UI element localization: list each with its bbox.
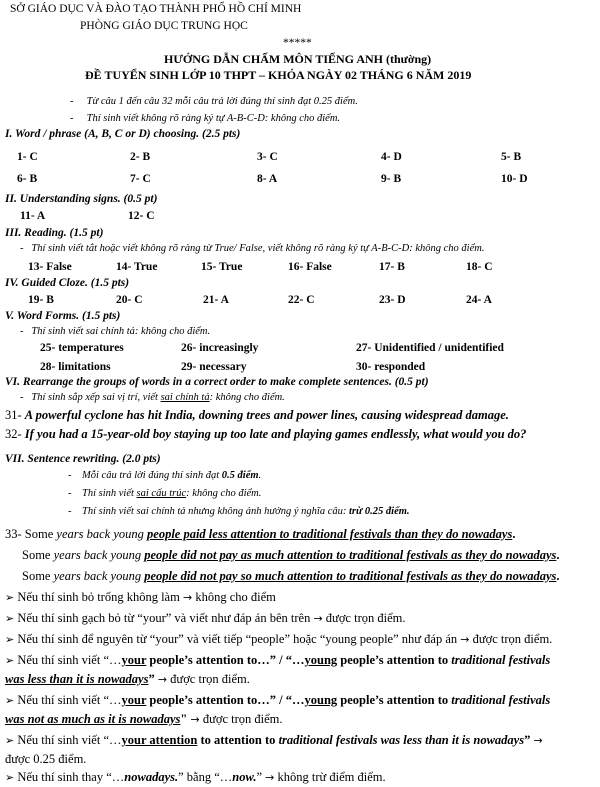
answer-32-number: 32-	[5, 427, 25, 441]
answer-31-number: 31-	[5, 408, 25, 422]
answer-5: 5- B	[501, 151, 522, 163]
arrow-bullet-icon: ➢	[5, 591, 15, 604]
bullet-5-e: was not as much as it is nowadays	[5, 712, 181, 726]
bullet-5-young: young	[304, 693, 338, 707]
bullet-5-your: your	[121, 693, 147, 707]
bullet-7	[5, 770, 386, 785]
bullet-5-line-2	[5, 712, 283, 727]
section-7-note-3-a: Thí sinh viết sai chính tả nhưng không ảnh hưởng ý nghĩa câu:	[82, 506, 349, 517]
bullet-1-text: Nếu thí sinh bỏ trống không làm	[17, 590, 183, 604]
answer-24: 24- A	[466, 294, 492, 306]
bullet-7-b: nowadays.	[124, 770, 179, 784]
answer-15: 15- True	[201, 261, 243, 273]
answer-31	[5, 408, 509, 423]
section-7-note-2-b: : không cho điểm.	[186, 488, 262, 499]
answer-2: 2- B	[130, 151, 151, 163]
bullet-5-f: "	[180, 712, 191, 726]
answer-14: 14- True	[116, 261, 158, 273]
answer-33-lead: Some	[24, 527, 57, 541]
answer-9: 9- B	[381, 173, 402, 185]
section-5-title: V. Word Forms. (1.5 pts)	[5, 310, 121, 322]
bullet-6-underlined: your attention	[121, 733, 198, 747]
section-3-note: - Thí sinh viết tắt hoặc viết không rõ ràng từ True/ False, viết không rõ ràng ký tự A-B-C-D: không cho điểm.	[20, 243, 485, 254]
office-name: PHÒNG GIÁO DỤC TRUNG HỌC	[80, 20, 248, 32]
section-6-note-a: Thí sinh sắp xếp sai vị trí, viết	[31, 392, 161, 403]
answer-1: 1- C	[17, 151, 38, 163]
section-7-note-3-b: trừ 0.25 điểm.	[349, 506, 410, 517]
answer-11: 11- A	[20, 210, 46, 222]
arrow-bullet-icon: ➢	[5, 633, 15, 646]
section-3-title: III. Reading. (1.5 pt)	[5, 227, 104, 239]
answer-33-dot-2: .	[556, 548, 560, 562]
bullet-4-line-1	[5, 653, 550, 668]
bullet-5-d: traditional festivals	[451, 693, 551, 707]
page-title: HƯỚNG DẪN CHẤM MÔN TIẾNG ANH (thường)	[164, 52, 432, 66]
bullet-4-your: your	[121, 653, 147, 667]
answer-13: 13- False	[28, 261, 72, 273]
answer-33-option-1: people paid less attention to traditional festivals than they do nowadays	[147, 527, 513, 541]
answer-33-option-2: people did not pay as much attention to traditional festivals as they do nowadays	[144, 548, 557, 562]
answer-8: 8- A	[257, 173, 278, 185]
bullet-4-g: được trọn điểm.	[167, 672, 250, 686]
bullet-5-a: Nếu thí sinh viết “…	[17, 693, 122, 707]
section-7-note-1: - Mỗi câu trả lời đúng thí sinh đạt 0.5 điểm.	[68, 470, 262, 481]
bullet-4-d: traditional festivals	[451, 653, 551, 667]
page-subtitle: ĐỀ TUYỂN SINH LỚP 10 THPT – KHÓA NGÀY 02 THÁNG 6 NĂM 2019	[85, 68, 472, 82]
section-7-note-1-a: Mỗi câu trả lời đúng thí sinh đạt	[82, 470, 222, 481]
answer-7: 7- C	[130, 173, 151, 185]
right-arrow-icon: →	[460, 633, 470, 646]
answer-27: 27- Unidentified / unidentified	[356, 342, 504, 354]
bullet-6-c: traditional festivals was less than it is nowadays	[278, 733, 525, 747]
intro-note-2-text: Thí sinh viết không rõ ràng ký tự A-B-C-D: không cho điểm.	[86, 113, 341, 124]
answer-33-line-2	[22, 548, 560, 563]
answer-29: 29- necessary	[181, 361, 247, 373]
section-7-note-1-c: .	[258, 470, 262, 481]
bullet-5-c: people’s attention to	[337, 693, 452, 707]
answer-23: 23- D	[379, 294, 406, 306]
section-7-note-2-a: Thí sinh viết	[82, 488, 137, 499]
answer-22: 22- C	[288, 294, 315, 306]
answer-33-dot-1: .	[512, 527, 516, 541]
answer-33-lead-italic: years back young	[56, 527, 148, 541]
answer-33-number: 33-	[5, 527, 25, 541]
section-4-title: IV. Guided Cloze. (1.5 pts)	[5, 277, 130, 289]
bullet-4-line-2	[5, 672, 250, 687]
bullet-6-d: ”	[524, 733, 534, 747]
answer-21: 21- A	[203, 294, 229, 306]
section-5-note: - Thí sinh viết sai chính tả: không cho điểm.	[20, 326, 211, 337]
arrow-bullet-icon: ➢	[5, 654, 15, 667]
bullet-1-end: không cho điểm	[192, 590, 276, 604]
answer-32-text: If you had a 15-year-old boy staying up too late and playing games endlessly, what would you do?	[24, 427, 527, 441]
bullet-4-b: people’s attention to…” / “…	[146, 653, 305, 667]
right-arrow-icon: →	[533, 734, 543, 747]
bullet-7-a: Nếu thí sinh thay “…	[17, 770, 125, 784]
intro-note-1-text: Từ câu 1 đến câu 32 mỗi câu trả lời đúng thí sinh đạt 0.25 điểm.	[86, 96, 358, 107]
answer-10: 10- D	[501, 173, 528, 185]
bullet-5-line-1	[5, 693, 550, 708]
bullet-4-c: people’s attention to	[337, 653, 452, 667]
answer-16: 16- False	[288, 261, 332, 273]
section-7-note-3: - Thí sinh viết sai chính tả nhưng không ảnh hưởng ý nghĩa câu: trừ 0.25 điểm.	[68, 506, 410, 517]
answer-26: 26- increasingly	[181, 342, 259, 354]
answer-33-lead-2: Some	[22, 548, 54, 562]
arrow-bullet-icon: ➢	[5, 612, 15, 625]
section-7-note-1-b: 0.5 điểm	[221, 470, 259, 481]
answer-12: 12- C	[128, 210, 155, 222]
arrow-bullet-icon: ➢	[5, 734, 15, 747]
answer-4: 4- D	[381, 151, 402, 163]
intro-note-2: - Thí sinh viết không rõ ràng ký tự A-B-C-D: không cho điểm.	[70, 113, 341, 124]
right-arrow-icon: →	[313, 612, 323, 625]
bullet-7-c: ” bằng “…	[178, 770, 233, 784]
answer-17: 17- B	[379, 261, 405, 273]
section-3-note-text: Thí sinh viết tắt hoặc viết không rõ ràng từ True/ False, viết không rõ ràng ký tự A-B-C-D: không cho điểm.	[31, 243, 485, 254]
arrow-bullet-icon: ➢	[5, 694, 15, 707]
answer-31-text: A powerful cyclone has hit India, downing trees and power lines, causing widespread damage.	[24, 408, 509, 422]
bullet-2-end: được trọn điểm.	[322, 611, 406, 625]
bullet-3	[5, 632, 552, 647]
section-5-note-text: Thí sinh viết sai chính tả: không cho điểm.	[31, 326, 211, 337]
section-6-note-underlined: sai chính tả	[160, 392, 210, 403]
arrow-bullet-icon: ➢	[5, 771, 15, 784]
bullet-7-d: now.	[232, 770, 257, 784]
section-6-note: - Thí sinh sắp xếp sai vị trí, viết sai chính tả: không cho điểm.	[20, 392, 285, 403]
bullet-1	[5, 590, 276, 605]
answer-30: 30- responded	[356, 361, 426, 373]
answer-33-option-3: people did not pay so much attention to traditional festivals as they do nowadays	[144, 569, 557, 583]
section-7-note-2: - Thí sinh viết sai cấu trúc: không cho điểm.	[68, 488, 262, 499]
bullet-2	[5, 611, 405, 626]
section-7-title: VII. Sentence rewriting. (2.0 pts)	[5, 453, 161, 465]
bullet-3-text: Nếu thí sinh để nguyên từ “your” và viết tiếp “people” hoặc “young people” như đáp án	[17, 632, 461, 646]
bullet-4-e: was less than it is nowadays	[5, 672, 149, 686]
bullet-2-text: Nếu thí sinh gạch bỏ từ “your” và viết như đáp án bên trên	[17, 611, 314, 625]
separator-stars: *****	[283, 37, 312, 49]
answer-28: 28- limitations	[40, 361, 111, 373]
bullet-6-b: to attention to	[197, 733, 279, 747]
right-arrow-icon: →	[157, 673, 168, 686]
answer-33-lead-3: Some	[22, 569, 54, 583]
answer-33-dot-3: .	[556, 569, 560, 583]
right-arrow-icon: →	[182, 591, 193, 604]
bullet-4-a: Nếu thí sinh viết “…	[17, 653, 122, 667]
answer-33-line-1	[5, 527, 515, 542]
answer-20: 20- C	[116, 294, 143, 306]
answer-33-line-3	[22, 569, 560, 584]
section-7-note-2-underlined: sai cấu trúc	[136, 488, 187, 499]
answer-25: 25- temperatures	[40, 342, 124, 354]
answer-6: 6- B	[17, 173, 38, 185]
bullet-4-f: ”	[148, 672, 158, 686]
section-6-title: VI. Rearrange the groups of words in a correct order to make complete sentences. (0.5 pt)	[5, 376, 429, 388]
section-6-note-b: : không cho điểm.	[209, 392, 285, 403]
department-name: SỞ GIÁO DỤC VÀ ĐÀO TẠO THÀNH PHỐ HỒ CHÍ MINH	[10, 3, 302, 15]
section-2-title: II. Understanding signs. (0.5 pt)	[5, 193, 158, 205]
bullet-5-b: people’s attention to…” / “…	[146, 693, 305, 707]
answer-19: 19- B	[28, 294, 54, 306]
bullet-6-line-2: được 0.25 điểm.	[5, 752, 87, 766]
bullet-4-young: young	[304, 653, 338, 667]
answer-33-lead-italic-2: years back young	[53, 548, 145, 562]
right-arrow-icon: →	[190, 713, 200, 726]
bullet-3-end: được trọn điểm.	[469, 632, 553, 646]
bullet-5-g: được trọn điểm.	[199, 712, 283, 726]
answer-32	[5, 427, 526, 442]
bullet-7-e: ”	[256, 770, 266, 784]
answer-3: 3- C	[257, 151, 278, 163]
right-arrow-icon: →	[265, 771, 275, 784]
bullet-6-a: Nếu thí sinh viết “…	[17, 733, 122, 747]
bullet-6-line-1	[5, 733, 543, 748]
bullet-7-f: không trừ điểm điểm.	[274, 770, 386, 784]
section-1-title: I. Word / phrase (A, B, C or D) choosing. (2.5 pts)	[5, 128, 241, 140]
answer-33-lead-italic-3: years back young	[53, 569, 145, 583]
intro-note-1: - Từ câu 1 đến câu 32 mỗi câu trả lời đúng thí sinh đạt 0.25 điểm.	[70, 96, 358, 107]
answer-18: 18- C	[466, 261, 493, 273]
